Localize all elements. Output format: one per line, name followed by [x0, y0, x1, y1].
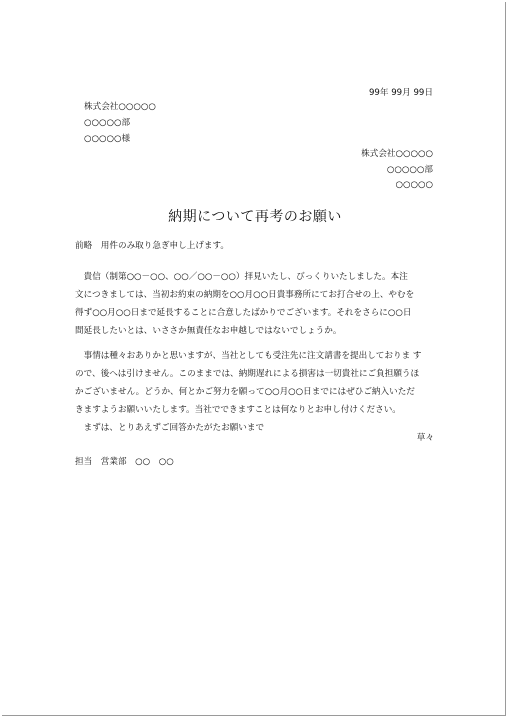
opening-line: 前略 用件のみ取り急ぎ申し上げます。	[75, 241, 230, 251]
paragraph-2	[75, 347, 455, 437]
paragraph-1-line: 間延長したいとは、いささか無責任なお申越しではないでしょうか。	[75, 326, 342, 336]
paragraph-2-line: きますようお願いいたします。当社でできますことは何なりとお申し付けください。	[75, 405, 401, 415]
paragraph-1	[75, 268, 455, 340]
recipient-company: 株式会社○○○○○	[84, 102, 156, 112]
contact-line: 担当 営業部 ○○ ○○	[75, 457, 174, 467]
sender-department: ○○○○○部	[386, 165, 433, 175]
closing-word: 草々	[416, 433, 434, 443]
recipient-department: ○○○○○部	[84, 118, 131, 128]
paragraph-2-line: ので、後へは引けません。このままでは、納期遅れによる損害は一切貴社にご負担願うほ	[75, 369, 420, 379]
paragraph-1-line: 貴信（制第○○－○○、○○／○○－○○）拝見いたし、びっくりいたしました。本注	[75, 272, 408, 282]
letter-date: 99年 99月 99日	[368, 88, 433, 98]
paragraph-2-line: まずは、とりあえずご回答かたがたお願いまで	[75, 423, 265, 433]
letter-title: 納期について再考のお願い	[168, 209, 342, 225]
paragraph-1-line: 文につきましては、当初お約束の納期を○○月○○日貴事務所にてお打合せの上、やむを	[75, 290, 415, 300]
paragraph-2-line: かございません。どうか、何とかご努力を願って○○月○○日までにはぜひご納入いただ	[75, 387, 415, 397]
sender-company: 株式会社○○○○○	[361, 149, 433, 159]
paragraph-1-line: 得ず○○月○○日まで延長することに合意したばかりでございます。それをさらに○○日	[75, 308, 412, 318]
sender-name: ○○○○○	[395, 180, 433, 190]
paragraph-2-line: 事情は種々おありかと思いますが、当社としても受注先に注文請書を提出しておりま す	[75, 351, 422, 361]
recipient-name: ○○○○○様	[84, 134, 131, 144]
